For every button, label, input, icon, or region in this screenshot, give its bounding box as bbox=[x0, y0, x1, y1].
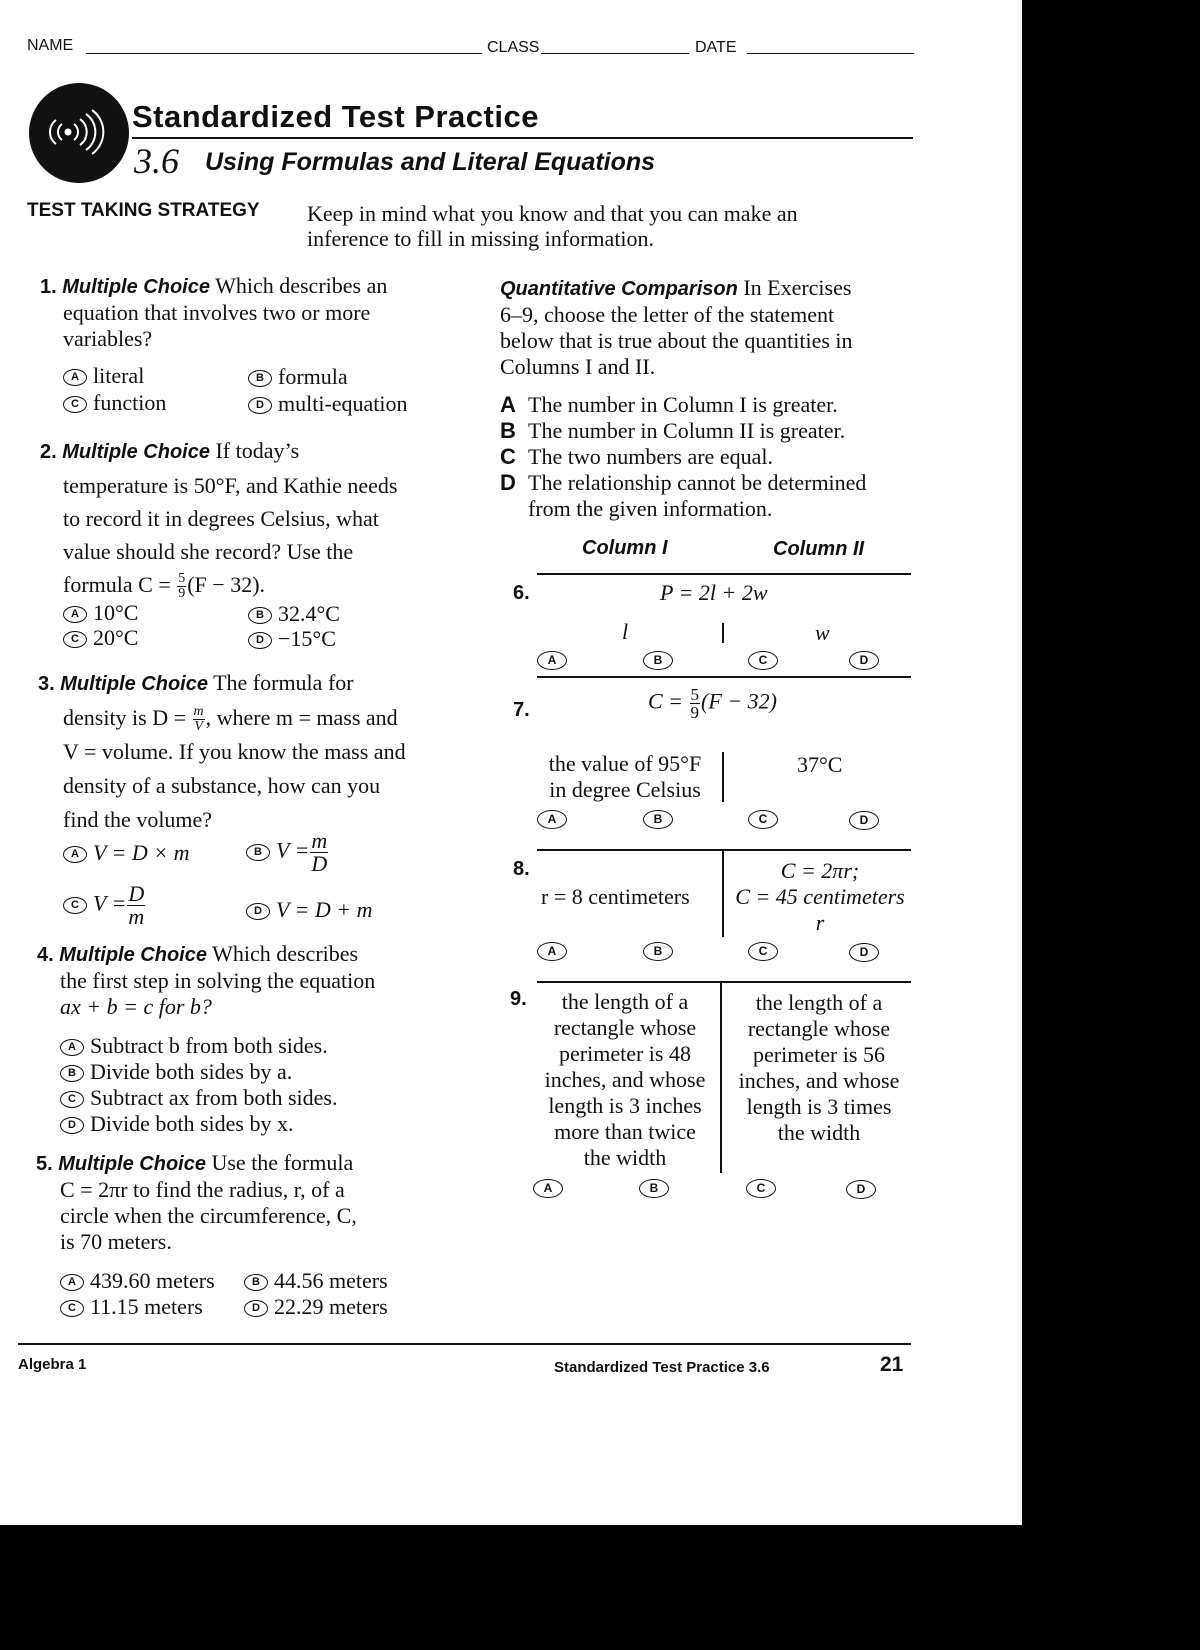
q1-choice-c[interactable]: C function bbox=[63, 390, 166, 416]
q6-bottom-rule bbox=[537, 676, 911, 678]
bubble-b[interactable]: B bbox=[60, 1065, 84, 1082]
q2-choice-c[interactable]: C 20°C bbox=[63, 625, 138, 651]
strategy-text-1: Keep in mind what you know and that you can make an bbox=[307, 201, 798, 226]
q3-text-3: V = volume. If you know the mass and bbox=[63, 739, 406, 764]
q4-number: 4. bbox=[37, 944, 54, 966]
bubble-a[interactable]: A bbox=[60, 1274, 84, 1291]
q6-column-ii: w bbox=[815, 620, 830, 645]
q7-column-ii: 37°C bbox=[797, 752, 843, 777]
q6-bubble-d[interactable]: D bbox=[849, 651, 879, 670]
section-number: 3.6 bbox=[134, 141, 179, 181]
q7-bottom-rule bbox=[537, 849, 911, 851]
statement-a: A The number in Column I is greater. bbox=[500, 392, 838, 417]
title-rule bbox=[132, 137, 913, 139]
footer-rule bbox=[18, 1343, 911, 1345]
q9-column-ii: the length of a rectangle whose perimeter is 56 inches, and whose length is 3 times the width bbox=[738, 990, 900, 1145]
q4-text-1: Which describes bbox=[212, 941, 359, 966]
q8-bubble-c[interactable]: C bbox=[748, 942, 778, 961]
strategy-label: TEST TAKING STRATEGY bbox=[27, 200, 260, 221]
q9-bubble-c[interactable]: C bbox=[746, 1179, 776, 1198]
q3-text-4: density of a substance, how can you bbox=[63, 773, 381, 798]
q4-choice-b[interactable]: B Divide both sides by a. bbox=[60, 1059, 292, 1085]
column-ii-header: Column II bbox=[773, 538, 865, 560]
q6-bubble-b[interactable]: B bbox=[643, 651, 673, 670]
bubble-c[interactable]: C bbox=[60, 1300, 84, 1317]
q8-bottom-rule bbox=[537, 981, 911, 983]
q9-number: 9. bbox=[510, 988, 527, 1010]
q4-text-2: the first step in solving the equation bbox=[60, 968, 376, 993]
q6-column-i: l bbox=[622, 619, 629, 644]
q8-column-i: r = 8 centimeters bbox=[541, 884, 690, 909]
bubble-b[interactable]: B bbox=[246, 844, 270, 861]
q5-number: 5. bbox=[36, 1153, 53, 1175]
qc-heading: Quantitative Comparison bbox=[500, 278, 738, 300]
strategy-text-2: inference to fill in missing information. bbox=[307, 226, 655, 251]
bubble-b[interactable]: B bbox=[244, 1274, 268, 1291]
statement-c: C The two numbers are equal. bbox=[500, 444, 773, 469]
q6-bubble-a[interactable]: A bbox=[537, 651, 567, 670]
class-field-line[interactable] bbox=[541, 53, 689, 54]
question-4 bbox=[37, 941, 457, 1020]
q5-text-4: is 70 meters. bbox=[60, 1229, 172, 1254]
q5-choice-d[interactable]: D 22.29 meters bbox=[244, 1294, 388, 1320]
bubble-d[interactable]: D bbox=[244, 1300, 268, 1317]
q8-bubble-a[interactable]: A bbox=[537, 942, 567, 961]
sound-wave-logo-icon bbox=[26, 80, 136, 186]
q7-divider bbox=[722, 752, 724, 802]
bubble-a[interactable]: A bbox=[63, 369, 87, 386]
q8-bubble-b[interactable]: B bbox=[643, 942, 673, 961]
q6-formula: P = 2l + 2w bbox=[660, 580, 768, 605]
page-number: 21 bbox=[880, 1353, 904, 1376]
class-label: CLASS bbox=[487, 39, 540, 56]
q1-choice-a[interactable]: A literal bbox=[63, 363, 144, 389]
q2-type: Multiple Choice bbox=[62, 441, 210, 463]
name-label: NAME bbox=[27, 37, 74, 54]
bubble-a[interactable]: A bbox=[63, 846, 87, 863]
name-field-line[interactable] bbox=[86, 53, 482, 54]
statement-d: D The relationship cannot be determined bbox=[500, 470, 867, 495]
bubble-d[interactable]: D bbox=[248, 397, 272, 414]
question-2 bbox=[40, 434, 460, 601]
q5-text-3: circle when the circumference, C, bbox=[60, 1203, 357, 1228]
question-1 bbox=[40, 273, 460, 352]
q7-formula: C = $\frac{5}{9}$ (F − 32) bbox=[648, 685, 777, 722]
footer-title: Standardized Test Practice 3.6 bbox=[554, 1359, 770, 1376]
q9-bubble-a[interactable]: A bbox=[533, 1179, 563, 1198]
q4-choice-d[interactable]: D Divide both sides by x. bbox=[60, 1111, 294, 1137]
question-3 bbox=[38, 666, 458, 837]
q8-bubble-d[interactable]: D bbox=[849, 943, 879, 962]
q2-number: 2. bbox=[40, 441, 57, 463]
q7-bubble-b[interactable]: B bbox=[643, 810, 673, 829]
qc-statements bbox=[500, 392, 920, 522]
bubble-b[interactable]: B bbox=[248, 607, 272, 624]
q2-choice-a[interactable]: A 10°C bbox=[63, 600, 138, 626]
q3-choice-b[interactable]: B V = $\frac{m}{D}$ bbox=[246, 830, 329, 875]
q9-column-i: the length of a rectangle whose perimeter is 48 inches, and whose length is 3 inches more than twice the width bbox=[544, 989, 706, 1170]
question-5 bbox=[36, 1150, 456, 1255]
q3-text-1: The formula for bbox=[213, 670, 354, 695]
q7-number: 7. bbox=[513, 699, 530, 721]
q8-column-ii: C = 2πr; C = 45 centimeters r bbox=[735, 858, 905, 935]
q2-text-3: to record it in degrees Celsius, what bbox=[63, 506, 379, 531]
q1-text-1: Which describes an bbox=[215, 273, 388, 298]
q9-divider bbox=[720, 983, 722, 1173]
q5-text-2: C = 2πr to find the radius, r, of a bbox=[60, 1177, 345, 1202]
q5-type: Multiple Choice bbox=[58, 1153, 206, 1175]
column-i-header: Column I bbox=[582, 537, 668, 559]
page-title: Standardized Test Practice bbox=[132, 99, 539, 134]
q3-type: Multiple Choice bbox=[60, 673, 208, 695]
q6-divider bbox=[722, 623, 724, 643]
q4-choice-a[interactable]: A Subtract b from both sides. bbox=[60, 1033, 328, 1059]
q5-text-1: Use the formula bbox=[211, 1150, 354, 1175]
q1-text-2: equation that involves two or more bbox=[63, 300, 371, 325]
q3-text-2: density is D = $\frac{m}{V}$ , where m = mass and bbox=[63, 704, 398, 735]
q2-choice-d[interactable]: D −15°C bbox=[248, 626, 336, 652]
q8-divider bbox=[722, 851, 724, 937]
q7-bubble-d[interactable]: D bbox=[849, 811, 879, 830]
bubble-c[interactable]: C bbox=[63, 631, 87, 648]
q2-text-2: temperature is 50°F, and Kathie needs bbox=[63, 473, 398, 498]
bubble-d[interactable]: D bbox=[246, 903, 270, 920]
q2-text-1: If today’s bbox=[215, 438, 300, 463]
bubble-c[interactable]: C bbox=[60, 1091, 84, 1108]
date-label: DATE bbox=[695, 39, 737, 56]
q5-choice-a[interactable]: A 439.60 meters bbox=[60, 1268, 215, 1294]
statement-b: B The number in Column II is greater. bbox=[500, 418, 846, 443]
q2-text-4: value should she record? Use the bbox=[63, 539, 354, 564]
statement-d-cont: from the given information. bbox=[528, 496, 773, 521]
q5-choice-b[interactable]: B 44.56 meters bbox=[244, 1268, 388, 1294]
q3-text-5: find the volume? bbox=[63, 807, 213, 832]
q1-choice-b[interactable]: B formula bbox=[248, 364, 348, 390]
date-field-line[interactable] bbox=[747, 53, 914, 54]
q7-bubble-a[interactable]: A bbox=[537, 810, 567, 829]
bubble-c[interactable]: C bbox=[63, 396, 87, 413]
bubble-b[interactable]: B bbox=[248, 370, 272, 387]
q5-choice-c[interactable]: C 11.15 meters bbox=[60, 1294, 203, 1320]
q7-bubble-c[interactable]: C bbox=[748, 810, 778, 829]
q8-number: 8. bbox=[513, 858, 530, 880]
q9-bubble-d[interactable]: D bbox=[846, 1180, 876, 1199]
q3-number: 3. bbox=[38, 673, 55, 695]
q2-choice-b[interactable]: B 32.4°C bbox=[248, 601, 340, 627]
bubble-d[interactable]: D bbox=[248, 632, 272, 649]
q6-bubble-c[interactable]: C bbox=[748, 651, 778, 670]
section-title: Using Formulas and Literal Equations bbox=[205, 148, 656, 176]
bubble-a[interactable]: A bbox=[63, 606, 87, 623]
qc-intro: Quantitative Comparison In Exercises 6–9, choose the letter of the statement below that is true about the quantities in Columns I and II. bbox=[500, 275, 853, 379]
q7-column-i: the value of 95°F in degree Celsius bbox=[548, 751, 702, 802]
header-rule bbox=[537, 573, 911, 575]
q1-type: Multiple Choice bbox=[62, 276, 210, 298]
q4-text-3: ax + b = c for b? bbox=[60, 994, 212, 1019]
q4-type: Multiple Choice bbox=[59, 944, 207, 966]
q3-choice-c[interactable]: C V = $\frac{D}{m}$ bbox=[63, 883, 146, 928]
q1-text-3: variables? bbox=[63, 326, 153, 351]
footer-course: Algebra 1 bbox=[18, 1356, 87, 1373]
q2-formula: formula C = $\frac{5}{9}$ (F − 32). bbox=[63, 571, 266, 602]
bubble-d[interactable]: D bbox=[60, 1117, 84, 1134]
q1-number: 1. bbox=[40, 276, 57, 298]
q3-choice-a[interactable]: A V = D × m bbox=[63, 840, 190, 866]
q9-bubble-b[interactable]: B bbox=[639, 1179, 669, 1198]
bubble-a[interactable]: A bbox=[60, 1039, 84, 1056]
bubble-c[interactable]: C bbox=[63, 897, 87, 914]
q1-choice-d[interactable]: D multi-equation bbox=[248, 391, 408, 417]
q3-choice-d[interactable]: D V = D + m bbox=[246, 897, 373, 923]
q4-choice-c[interactable]: C Subtract ax from both sides. bbox=[60, 1085, 337, 1111]
q6-number: 6. bbox=[513, 582, 530, 604]
